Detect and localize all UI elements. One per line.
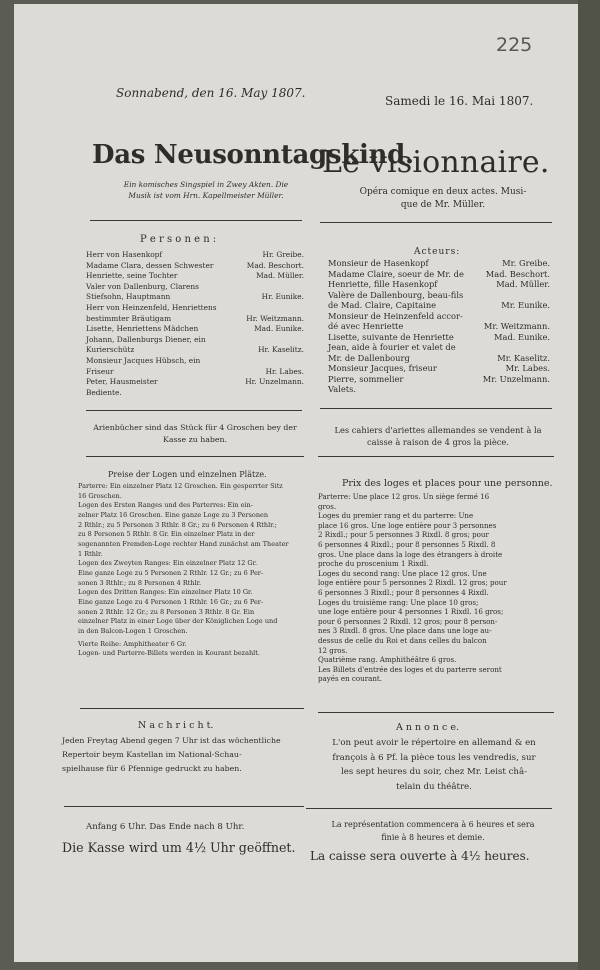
role: Monsieur de Hasenkopf [328,258,429,268]
prices-french [318,492,554,684]
price-line: zu 8 Personen 5 Rthlr. 8 Gr. Ein einzelner Platz in der [78,530,255,539]
role: Henriette, fille Hasenkopf [328,279,438,289]
cast-row [86,356,304,367]
actor: Hr. Unzelmann. [245,377,304,387]
price-line: dessus de celle du Roi et dans celles du balcon [318,635,487,645]
title-german: Das Neusonntagskind. [92,140,414,170]
subtitle-french-line: que de Mr. Müller. [400,200,486,210]
actor: Mr. Eunike. [501,300,550,310]
start-line: finie à 8 heures et demie. [381,833,485,842]
price-line: Eine ganze Loge zu 5 Personen 2 Rthlr. 12 Gr.; zu 6 Per- [78,568,264,577]
actor: Hr. Kaselitz. [258,345,304,355]
notice-german [62,734,312,776]
cast-row [86,324,304,335]
subtitle-german-line: Ein komisches Singspiel in Zwey Akten. Die [123,180,289,189]
price-line: 1 Rthlr. [78,549,103,558]
role: Mr. de Dallenbourg [328,352,410,363]
role: Kurierschütz [86,345,135,355]
price-line: nes 3 Rixdl. 8 gros. Une place dans une loge au- [318,626,492,636]
libretto-line: caisse à raison de 4 gros la pièce. [367,437,509,447]
price-line: place 16 gros. Une loge entière pour 3 personnes [318,520,497,530]
price-line: 2 Rthlr.; zu 5 Personen 3 Rthlr. 8 Gr.; zu 6 Personen 4 Rthlr.; [78,520,277,529]
divider [80,708,304,709]
notice-line: spielhause für 6 Pfennige gedruckt zu haben. [62,764,242,773]
price-line: Eine ganze Loge zu 4 Personen 1 Rthlr. 16 Gr.; zu 6 Per- [78,597,264,606]
role: Henriette, seine Tochter [86,271,178,281]
libretto-line: Les cahiers d'ariettes allemandes se vendent à la [334,425,542,435]
role: Monsieur Jacques, friseur [328,363,437,373]
role: Peter, Hausmeister [86,377,158,387]
subtitle-german [108,180,304,201]
cast-row [86,345,304,356]
price-line: proche du proscenium 1 Rixdl. [318,559,429,569]
date-german: Sonnabend, den 16. May 1807. [116,86,306,100]
actor: Mr. Kaselitz. [497,352,550,363]
price-line: Logen des Zweyten Ranges: Ein einzelner Platz 12 Gr. [78,559,258,568]
cast-row [86,388,304,399]
divider [320,222,552,223]
actor: Mad. Müller. [496,279,550,289]
role: Stiefsohn, Hauptmann [86,292,171,302]
cast-row [328,332,550,343]
cast-row [86,367,304,378]
price-line: sonen 3 Rthlr.; zu 8 Personen 4 Rthlr. [78,578,202,587]
cast-row [328,353,550,364]
notice-line: françois à 6 Pf. la pièce tous les vendredis, sur [332,752,536,763]
divider [90,220,302,221]
role: Monsieur de Heinzenfeld accor- [328,310,463,321]
subtitle-french [338,186,548,212]
notice-heading-french: A n n o n c e. [396,722,460,733]
role: Johann, Dallenburgs Diener, ein [86,334,206,344]
price-line: Vierte Reihe: Amphitheater 6 Gr. [78,639,187,648]
price-line: Loges du second rang: Une place 12 gros. Une [318,568,487,578]
price-line: loge entière pour 5 personnes 2 Rixdl. 12 gros; pour [318,578,507,588]
actor: Mr. Unzelmann. [482,373,550,384]
price-line: 16 Groschen. [78,491,122,500]
cast-row [86,303,304,314]
page-number: 225 [496,34,533,56]
divider [86,410,302,411]
notice-line: Repertoir beym Kastellan im National-Schau- [62,750,242,759]
actor: Mr. Greibe. [502,258,550,268]
cast-row [328,363,550,374]
divider [318,712,554,713]
role: Valer von Dallenburg, Clarens [86,281,199,291]
start-line: La représentation commencera à 6 heures et sera [331,820,535,829]
price-line: 6 personnes 3 Rixdl.; pour 8 personnes 4 Rixdl. [318,587,489,597]
notice-line: telain du théâtre. [396,781,472,792]
box-office-german: Die Kasse wird um 4½ Uhr geöffnet. [62,840,296,855]
price-line: Logen- und Parterre-Billets werden in Kourant bezahlt. [78,649,260,658]
cast-row [328,374,550,385]
price-line: Loges du troisième rang: Une place 10 gros; [318,597,479,607]
divider [86,456,304,457]
price-line: gros. [318,501,337,511]
actor: Mad. Müller. [256,271,304,281]
role: Bediente. [86,387,122,397]
cast-row [86,261,304,272]
actor: Mad. Beschort. [485,268,550,279]
price-line: 12 gros. [318,645,348,655]
cast-row [328,311,550,322]
cast-row [86,282,304,293]
cast-row [328,258,550,269]
libretto-line: Kasse zu haben. [163,435,227,444]
price-line: Logen des Ersten Ranges und des Parterres: Ein ein- [78,501,253,510]
divider [306,808,552,809]
cast-row [328,384,550,395]
actor: Hr. Greibe. [262,250,304,259]
role: Valère de Dallenbourg, beau-fils [328,289,464,300]
libretto-notice-german [86,422,304,446]
price-line: einzelner Platz in einer Loge über der Königlichen Loge und [78,617,278,626]
price-line: une loge entière pour 4 personnes 1 Rixdl. 16 gros; [318,607,504,617]
role: Monsieur Jacques Hübsch, ein [86,355,201,365]
actor: Mad. Eunike. [494,331,550,342]
notice-line: les sept heures du soir, chez Mr. Leist châ- [340,767,527,777]
notice-heading-german: N a c h r i c h t. [138,720,214,731]
price-line: zelner Platz 16 Groschen. Eine ganze Loge zu 3 Personen [78,510,269,519]
price-line: gros. Une place dans la loge des étrangers à droite [318,549,503,559]
subtitle-german-line: Musik ist vom Hrn. Kapellmeister Müller. [128,190,284,200]
page-edge-shadow [578,0,600,970]
divider [64,806,304,807]
role: Friseur [86,366,114,376]
notice-line: Jeden Freytag Abend gegen 7 Uhr ist das wöchentliche [62,736,281,745]
cast-list-french [328,258,550,395]
price-line: sogenannten Fremden-Loge rechter Hand zunächst am Theater [78,539,289,548]
role: Madame Clara, dessen Schwester [86,260,214,270]
price-line: pour 6 personnes 2 Rixdl. 12 gros; pour 8 person- [318,616,498,626]
cast-list-german [86,250,304,398]
libretto-notice-french [320,424,556,448]
cast-heading-french: Acteurs: [414,247,461,257]
cast-heading-german: P e r s o n e n : [140,234,217,245]
price-line: Parterre: Une place 12 gros. Un siège fermé 16 [318,492,490,501]
price-line: payés en courant. [318,674,382,684]
notice-line: L'on peut avoir le répertoire en allemand & en [332,738,536,748]
cast-row [328,279,550,290]
actor: Mr. Weitzmann. [483,321,550,331]
price-line: Les Billets d'entrée des loges et du parterre seront [318,664,502,674]
role: Madame Claire, soeur de Mr. de [328,268,464,279]
divider [320,408,552,409]
role: Jean, aide à fourier et valet de [328,342,456,352]
cast-row [328,290,550,301]
role: Valets. [328,384,356,394]
role: bestimmter Bräutigam [86,313,172,323]
actor: Mad. Beschort. [246,260,304,270]
prices-heading-french: Prix des loges et places pour une personne. [342,478,553,489]
title-french: Le visionnaire. [322,145,550,180]
cast-row [328,321,550,332]
subtitle-french-line: Opéra comique en deux actes. Musi- [359,187,527,197]
prices-german [78,482,306,659]
price-line: 2 Rixdl.; pour 5 personnes 3 Rixdl. 8 gros; pour [318,530,489,540]
box-office-french: La caisse sera ouverte à 4½ heures. [310,849,530,863]
cast-row [86,292,304,303]
price-line: in den Balcon-Logen 1 Groschen. [78,626,188,635]
price-line: Loges du premier rang et du parterre: Une [318,511,474,521]
actor: Mr. Labes. [505,363,550,373]
notice-french [308,736,560,794]
actor: Hr. Weitzmann. [246,313,304,323]
date-french: Samedi le 16. Mai 1807. [385,94,534,108]
role: Pierre, sommelier [328,373,404,384]
start-time-french [300,818,566,844]
actor: Mad. Eunike. [254,324,304,334]
price-line: 6 personnes 4 Rixdl.; pour 8 personnes 5 Rixdl. 8 [318,539,496,549]
role: Lisette, suivante de Henriette [328,331,454,342]
role: Lisette, Henriettens Mädchen [86,324,199,334]
actor: Hr. Eunike. [261,292,304,302]
divider [318,456,554,457]
cast-row [86,335,304,346]
actor: Hr. Labes. [265,366,304,376]
price-line: Parterre: Ein einzelner Platz 12 Groschen. Ein gesperrter Sitz [78,482,283,490]
cast-row [86,271,304,282]
role: Herr von Hasenkopf [86,250,163,259]
cast-row [86,250,304,261]
cast-row [328,269,550,280]
cast-row [86,377,304,388]
price-line: Quatrième rang. Amphithéâtre 6 gros. [318,655,457,665]
role: dé avec Henriette [328,321,404,331]
cast-row [328,342,550,353]
cast-row [86,314,304,325]
prices-heading-german: Preise der Logen und einzelnen Plätze. [108,470,267,479]
role: Herr von Heinzenfeld, Henriettens [86,302,217,312]
price-line: sonen 2 Rthlr. 12 Gr.; zu 8 Personen 3 Rthlr. 8 Gr. Ein [78,607,255,616]
price-line: Logen des Dritten Ranges: Ein einzelner Platz 10 Gr. [78,588,253,597]
libretto-line: Arienbücher sind das Stück für 4 Groschen bey der [93,423,297,432]
start-time-german: Anfang 6 Uhr. Das Ende nach 8 Uhr. [86,822,245,832]
role: de Mad. Claire, Capitaine [328,300,437,310]
cast-row [328,300,550,311]
